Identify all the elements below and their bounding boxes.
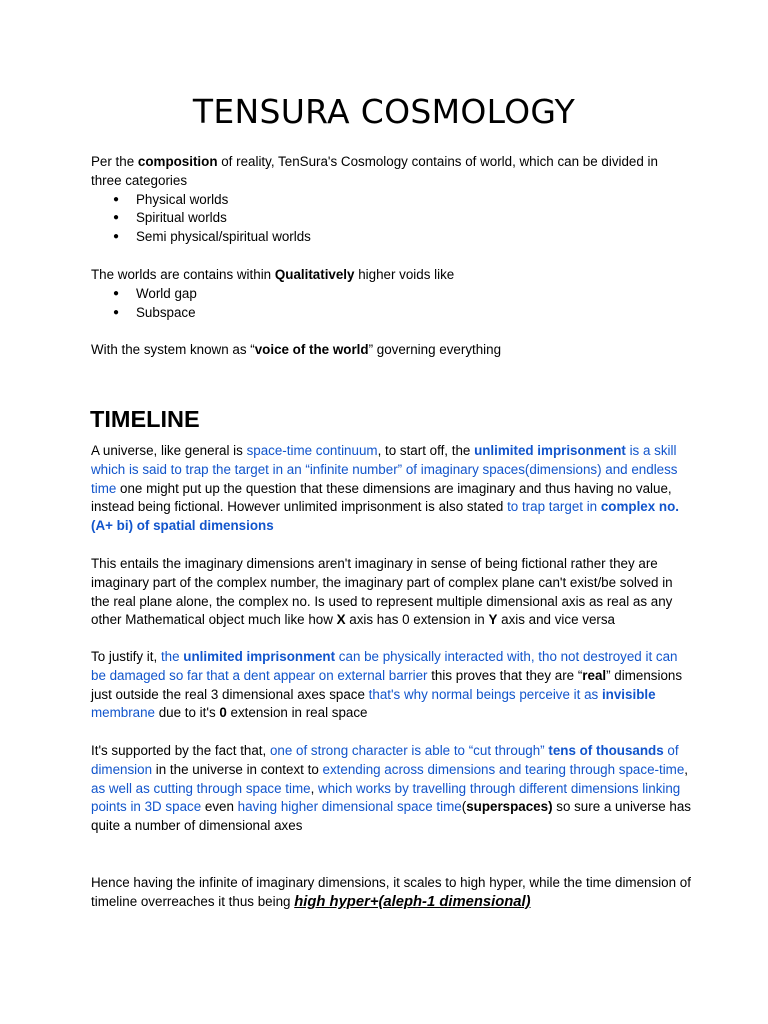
blue-phrase: space-time continuum <box>246 443 378 458</box>
list-item: ● World gap <box>91 285 691 304</box>
blue-phrase: as well as cutting through space time <box>91 780 311 796</box>
blue-bold-term: tens of thousands <box>548 743 664 758</box>
list-item: ● Subspace <box>91 304 691 323</box>
bold-term: Y <box>488 612 498 628</box>
blue-phrase: extending across dimensions and tearing through space-time <box>322 761 685 777</box>
timeline-paragraph-2: This entails the imaginary dimensions aren't imaginary in sense of being fictional rather they are imaginary part of the complex number, the imaginary part of complex plane can't exist/be solved in the real plane alone, the complex no. Is used to represent multiple dimensional axis as real as any other Mathematical object much like how X axis has 0 extension in Y axis and vice versa <box>91 556 673 628</box>
bold-term: 0 <box>219 705 227 721</box>
bold-term: X <box>336 612 346 628</box>
system-section <box>91 341 691 360</box>
voids-list <box>91 285 691 323</box>
blue-bold-term: invisible <box>601 686 656 702</box>
bold-term: composition <box>137 154 218 169</box>
bold-term: real <box>582 667 607 683</box>
list-item: ● Semi physical/spiritual worlds <box>91 228 691 247</box>
bold-term: Qualitatively <box>274 267 355 282</box>
intro-section <box>91 153 691 247</box>
timeline-paragraph-5: Hence having the infinite of imaginary dimensions, it scales to high hyper, while the time dimension of timeline overreaches it thus being high hyper+(aleph-1 dimensional) <box>91 875 691 910</box>
blue-phrase: that's why normal beings perceive it as <box>368 686 602 702</box>
categories-list <box>91 191 691 247</box>
system-paragraph: With the system known as “voice of the world” governing everything <box>91 342 502 357</box>
timeline-paragraph-1: A universe, like general is space-time continuum, to start off, the unlimited imprisonment is a skill which is said to trap the target in an “infinite number” of imaginary spaces(dimensions) and endless time one might put up the question that these dimensions are imaginary and thus having no value, instead being fictional. However unlimited imprisonment is also stated to trap target in complex no.(A+ bi) of spatial dimensions <box>91 443 679 534</box>
blue-phrase: one of strong character is able to “cut through” <box>269 743 549 758</box>
timeline-paragraph-3: To justify it, the unlimited imprisonment can be physically interacted with, tho not destroyed it can be damaged so far that a dent appear on external barrier this proves that they are “real” dimensions just outside the real 3 dimensional axes space that's why normal beings perceive it as invisible membrane due to it's 0 extension in real space <box>91 649 683 721</box>
conclusion-emphasis: high hyper+(aleph-1 dimensional) <box>294 893 531 910</box>
list-item: ● Spiritual worlds <box>91 209 691 228</box>
blue-phrase: of dimension <box>91 743 679 777</box>
timeline-paragraph-4: It's supported by the fact that, one of strong character is able to “cut through” tens of thousands of dimension in the universe in context to extending across dimensions and tearing through space-time, as well as cutting through space time, which works by travelling through different dimensions linking points in 3D space even having higher dimensional space time(superspaces) so sure a universe has quite a number of dimensional axes <box>91 743 691 834</box>
timeline-heading: TIMELINE <box>90 406 200 432</box>
blue-phrase: can be physically interacted with, tho not destroyed it can be damaged so far that a dent appear on external barrier <box>91 649 678 683</box>
intro-paragraph: Per the composition of reality, TenSura's Cosmology contains of world, which can be divided in three categories <box>91 154 658 188</box>
blue-phrase: is a skill which is said to trap the target in an “infinite number” of imaginary spaces(dimensions) and endless time <box>91 443 678 496</box>
blue-bold-term: unlimited imprisonment <box>474 443 626 458</box>
page-title: TENSURA COSMOLOGY <box>192 92 576 131</box>
blue-phrase: to trap target in <box>507 499 601 515</box>
bold-term: superspaces) <box>466 799 553 815</box>
voids-section <box>91 266 691 322</box>
blue-phrase: the <box>160 649 184 664</box>
blue-phrase: which works by travelling through different dimensions linking points in 3D space <box>91 780 681 815</box>
blue-bold-term: complex no.(A+ bi) of spatial dimensions <box>91 499 679 534</box>
list-item: ● Physical worlds <box>91 191 691 210</box>
blue-bold-term: unlimited imprisonment <box>183 649 336 664</box>
blue-phrase: membrane <box>91 705 156 721</box>
blue-phrase: having higher dimensional space time <box>237 799 462 815</box>
voids-paragraph: The worlds are contains within Qualitatively higher voids like <box>91 267 455 282</box>
bold-term: voice of the world <box>254 342 369 357</box>
